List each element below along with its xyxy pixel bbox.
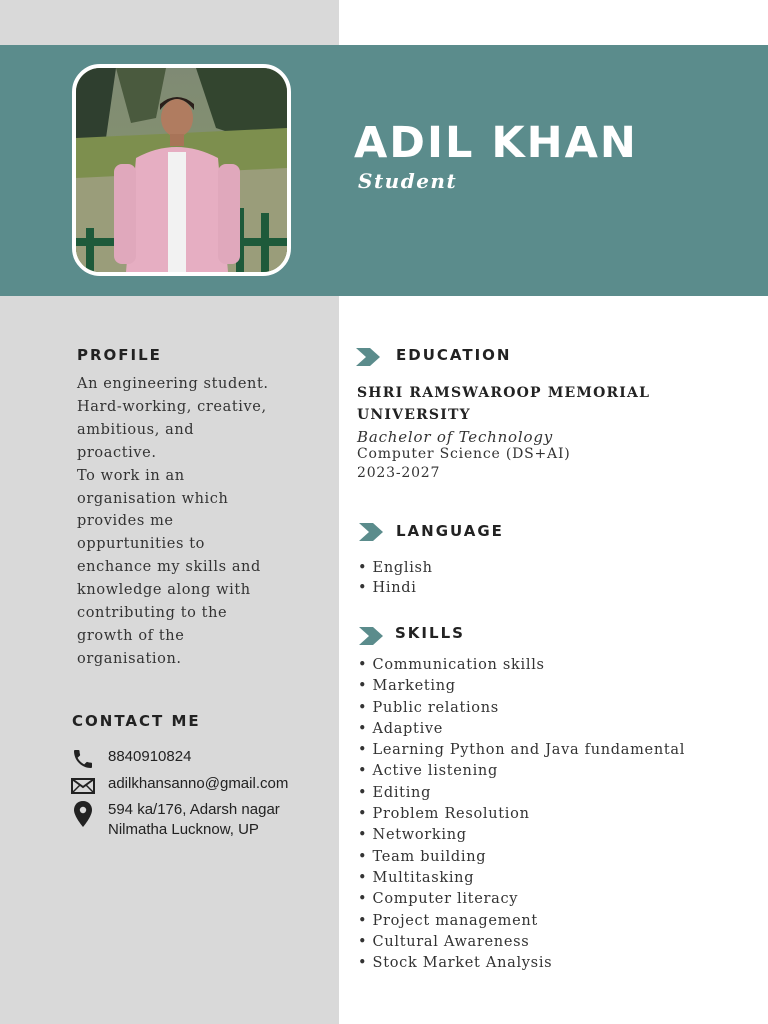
list-item: • Active listening: [358, 763, 498, 780]
list-item: • Stock Market Analysis: [358, 955, 553, 972]
profile-line: organisation which: [77, 490, 229, 507]
profile-line: knowledge along with: [77, 582, 251, 599]
language-heading: LANGUAGE: [396, 522, 504, 540]
contact-heading: CONTACT ME: [72, 712, 201, 730]
list-item: • Marketing: [358, 678, 456, 695]
university-line: UNIVERSITY: [357, 407, 471, 423]
contact-address: [71, 800, 280, 840]
chevron-right-icon: [359, 627, 383, 645]
profile-line: An engineering student.: [77, 376, 269, 392]
chevron-right-icon: [359, 523, 383, 541]
education-heading: EDUCATION: [396, 346, 512, 364]
profile-line: provides me: [77, 513, 174, 530]
list-item: • Public relations: [358, 699, 499, 716]
list-item: • Networking: [358, 827, 467, 844]
years: 2023-2027: [357, 465, 441, 481]
profile-heading: PROFILE: [77, 346, 162, 364]
contact-phone: [71, 747, 191, 771]
list-item: • Team building: [358, 848, 487, 865]
profile-line: oppurtunities to: [77, 536, 205, 553]
profile-line: proactive.: [77, 444, 157, 461]
profile-line: growth of the: [77, 627, 185, 644]
list-item: • Hindi: [358, 579, 417, 596]
list-item: • Multitasking: [358, 869, 475, 886]
list-item: • English: [358, 560, 433, 576]
list-item: • Computer literacy: [358, 891, 519, 908]
address-line: Nilmatha Lucknow, UP: [108, 821, 259, 838]
location-pin-icon: [71, 800, 95, 828]
person-role: Student: [358, 169, 458, 193]
branch: Computer Science (DS+AI): [357, 446, 571, 462]
university-name: [357, 382, 657, 426]
chevron-right-icon: [356, 348, 380, 366]
profile-line: enchance my skills and: [77, 559, 261, 576]
profile-line: organisation.: [77, 650, 182, 667]
profile-line: Hard-working, creative,: [77, 398, 267, 415]
address: [108, 800, 280, 840]
phone-icon: [71, 747, 95, 771]
mail-icon: [71, 774, 95, 798]
profile-photo: [72, 64, 291, 276]
list-item: • Adaptive: [358, 720, 444, 737]
profile-line: ambitious, and: [77, 421, 195, 438]
skills-heading: SKILLS: [395, 624, 465, 642]
email-address[interactable]: adilkhansanno@gmail.com: [108, 775, 289, 792]
profile-line: contributing to the: [77, 605, 228, 622]
phone-number[interactable]: 8840910824: [108, 748, 192, 765]
list-item: • Communication skills: [358, 657, 545, 673]
list-item: • Editing: [358, 784, 432, 801]
person-name: ADIL KHAN: [354, 118, 638, 168]
list-item: • Cultural Awareness: [358, 933, 530, 950]
language-list: [358, 559, 433, 598]
list-item: • Problem Resolution: [358, 806, 530, 823]
address-line: 594 ka/176, Adarsh nagar: [108, 801, 280, 818]
profile-line: To work in an: [77, 467, 185, 484]
degree: Bachelor of Technology: [357, 428, 553, 446]
list-item: • Learning Python and Java fundamental: [358, 742, 686, 759]
contact-email: [71, 774, 288, 798]
university-line: SHRI RAMSWAROOP MEMORIAL: [357, 385, 651, 401]
list-item: • Project management: [358, 912, 538, 929]
skills-list: [358, 655, 685, 974]
profile-text: [77, 373, 287, 671]
